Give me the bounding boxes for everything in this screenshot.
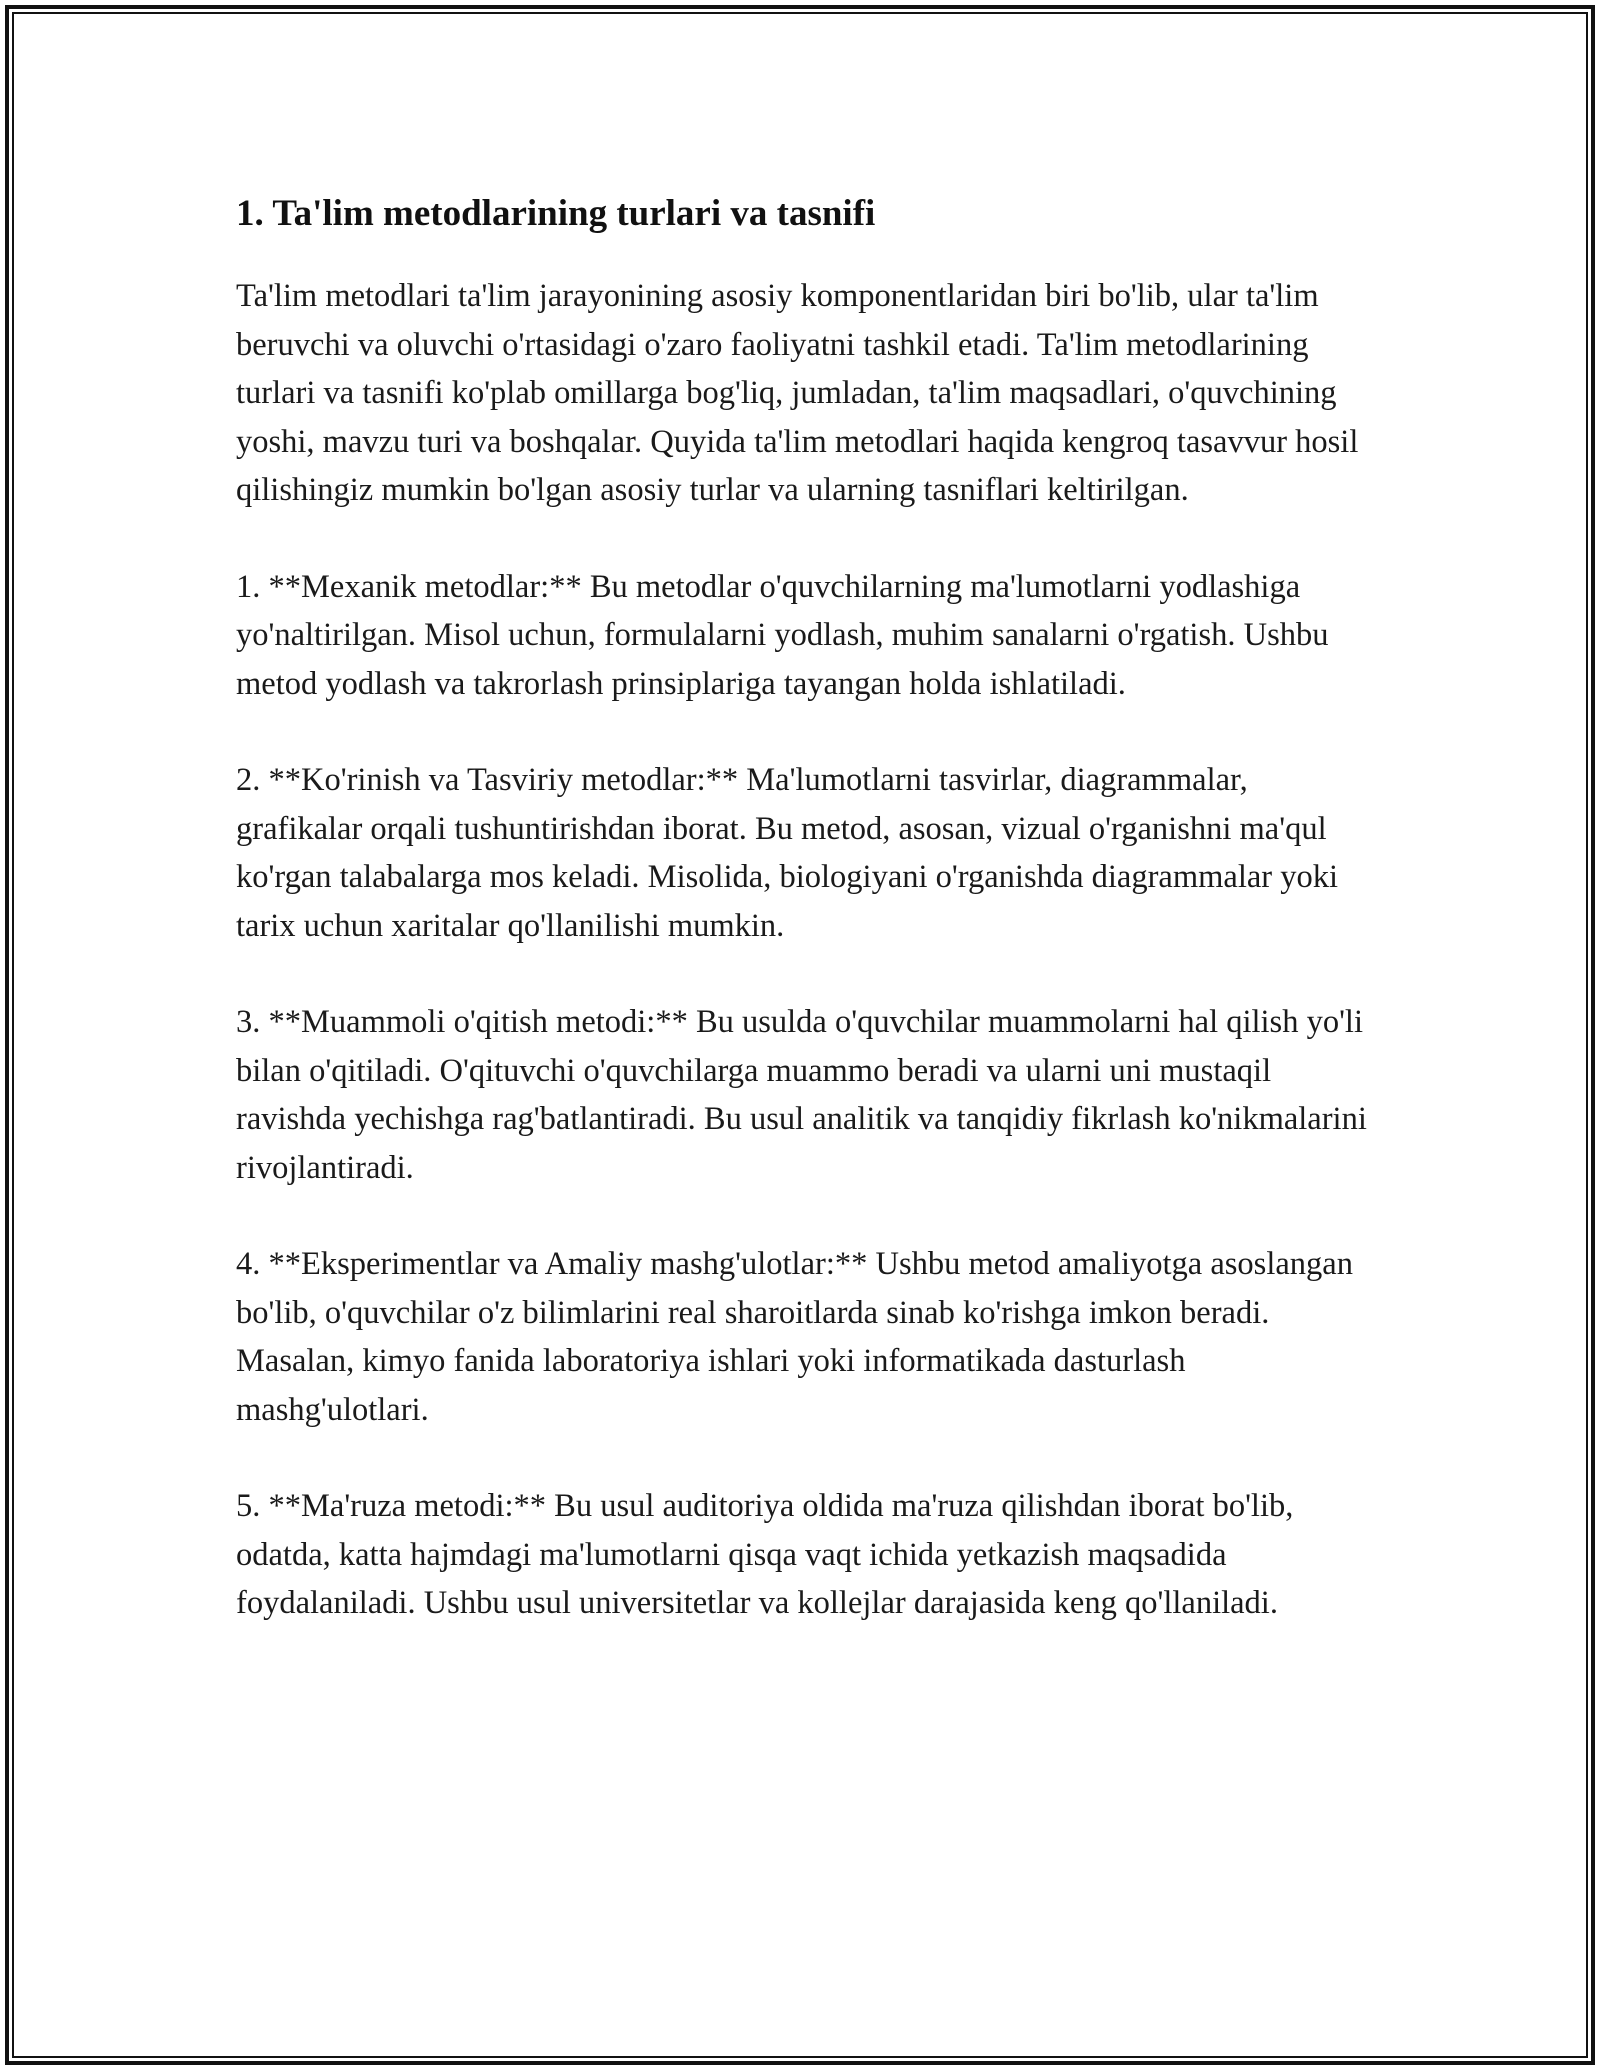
list-item-lecture-method: 5. **Ma'ruza metodi:** Bu usul auditoriya oldida ma'ruza qilishdan iborat bo'lib, odatda, katta hajmdagi ma'lumotlarni qisqa vaqt ichida yetkazish maqsadida foydalaniladi. Ushbu usul universitetlar va kollejlar darajasida keng qo'llaniladi. <box>236 1488 1294 1621</box>
list-item-experiments-practical: 4. **Eksperimentlar va Amaliy mashg'ulotlar:** Ushbu metod amaliyotga asoslangan bo'lib, o'quvchilar o'z bilimlarini real sharoitlarda sinab ko'rishga imkon beradi. Masalan, kimyo fanida laboratoriya ishlari yoki informatikada dasturlash mashg'ulotlari. <box>236 1246 1353 1428</box>
list-item-problem-based-method: 3. **Muammoli o'qitish metodi:** Bu usulda o'quvchilar muammolarni hal qilish yo'li bilan o'qitiladi. O'qituvchi o'quvchilarga muammo beradi va ularni uni mustaqil ravishda yechishga rag'batlantiradi. Bu usul analitik va tanqidiy fikrlash ko'nikmalarini rivojlantiradi. <box>236 1004 1367 1186</box>
list-item-mechanical-methods: 1. **Mexanik metodlar:** Bu metodlar o'quvchilarning ma'lumotlarni yodlashiga yo'naltirilgan. Misol uchun, formulalarni yodlash, muhim sanalarni o'rgatish. Ushbu metod yodlash va takrorlash prinsiplariga tayangan holda ishlatiladi. <box>236 568 1329 702</box>
intro-paragraph: Ta'lim metodlari ta'lim jarayonining asosiy komponentlaridan biri bo'lib, ular ta'lim beruvchi va oluvchi o'rtasidagi o'zaro faoliyatni tashkil etadi. Ta'lim metodlarining turlari va tasnifi ko'plab omillarga bog'liq, jumladan, ta'lim maqsadlari, o'quvchining yoshi, mavzu turi va boshqalar. Quyida ta'lim metodlari haqida kengroq tasavvur hosil qilishingiz mumkin bo'lgan asosiy turlar va ularning tasniflari keltirilgan. <box>236 278 1359 508</box>
section-heading: 1. Ta'lim metodlarining turlari va tasnifi <box>236 193 876 234</box>
list-item-visual-methods: 2. **Ko'rinish va Tasviriy metodlar:** Ma'lumotlarni tasvirlar, diagrammalar, grafikalar orqali tushuntirishdan iborat. Bu metod, asosan, vizual o'rganishni ma'qul ko'rgan talabalarga mos keladi. Misolida, biologiyani o'rganishda diagrammalar yoki tarix uchun xaritalar qo'llanilishi mumkin. <box>236 762 1339 944</box>
document-body <box>236 186 1376 1676</box>
